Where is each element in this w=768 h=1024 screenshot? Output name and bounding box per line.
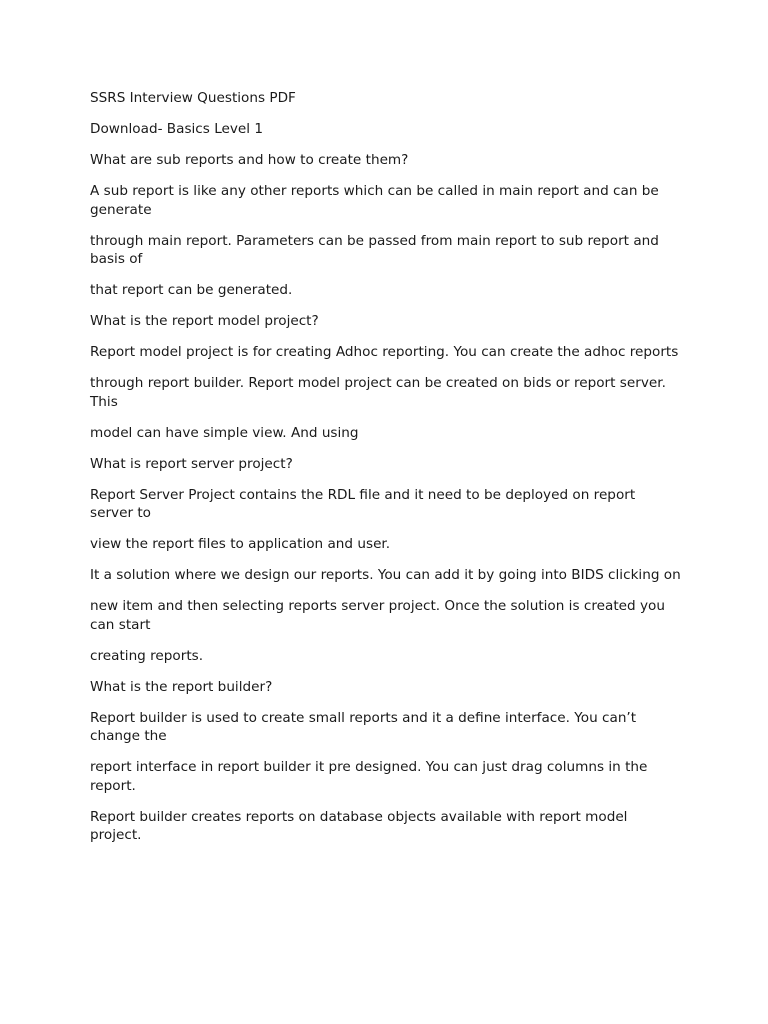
question-report-model-project: What is the report model project? [90, 313, 319, 329]
answer-paragraph: view the report files to application and user. [90, 536, 391, 552]
answer-paragraph: Report model project is for creating Adhoc reporting. You can create the adhoc reports [90, 344, 679, 360]
answer-paragraph: through main report. Parameters can be passed from main report to sub report and basis of [90, 232, 659, 267]
answer-paragraph: creating reports. [90, 647, 204, 664]
document-body [90, 89, 682, 857]
answer-paragraph: It a solution where we design our reports. You can add it by going into BIDS clicking on [90, 567, 681, 583]
answer-paragraph: Report builder creates reports on database objects available with report model project. [90, 808, 628, 843]
question-sub-reports: What are sub reports and how to create them? [90, 152, 409, 168]
answer-paragraph: Report builder is used to create small reports and it a define interface. You can’t change the [90, 709, 637, 744]
answer-paragraph: new item and then selecting reports server project. Once the solution is created you can start [90, 598, 665, 633]
answer-paragraph: model can have simple view. And using [90, 424, 359, 441]
answer-paragraph: report interface in report builder it pre designed. You can just drag columns in the report. [90, 759, 648, 794]
answer-paragraph: through report builder. Report model project can be created on bids or report server. This [90, 375, 666, 410]
answer-paragraph: A sub report is like any other reports which can be called in main report and can be generate [90, 183, 659, 218]
answer-paragraph: Report Server Project contains the RDL file and it need to be deployed on report server to [90, 486, 636, 521]
document-subtitle: Download- Basics Level 1 [90, 121, 264, 137]
question-report-server-project: What is report server project? [90, 455, 293, 472]
document-title: SSRS Interview Questions PDF [90, 90, 296, 106]
question-report-builder: What is the report builder? [90, 678, 273, 695]
answer-paragraph: that report can be generated. [90, 282, 293, 298]
